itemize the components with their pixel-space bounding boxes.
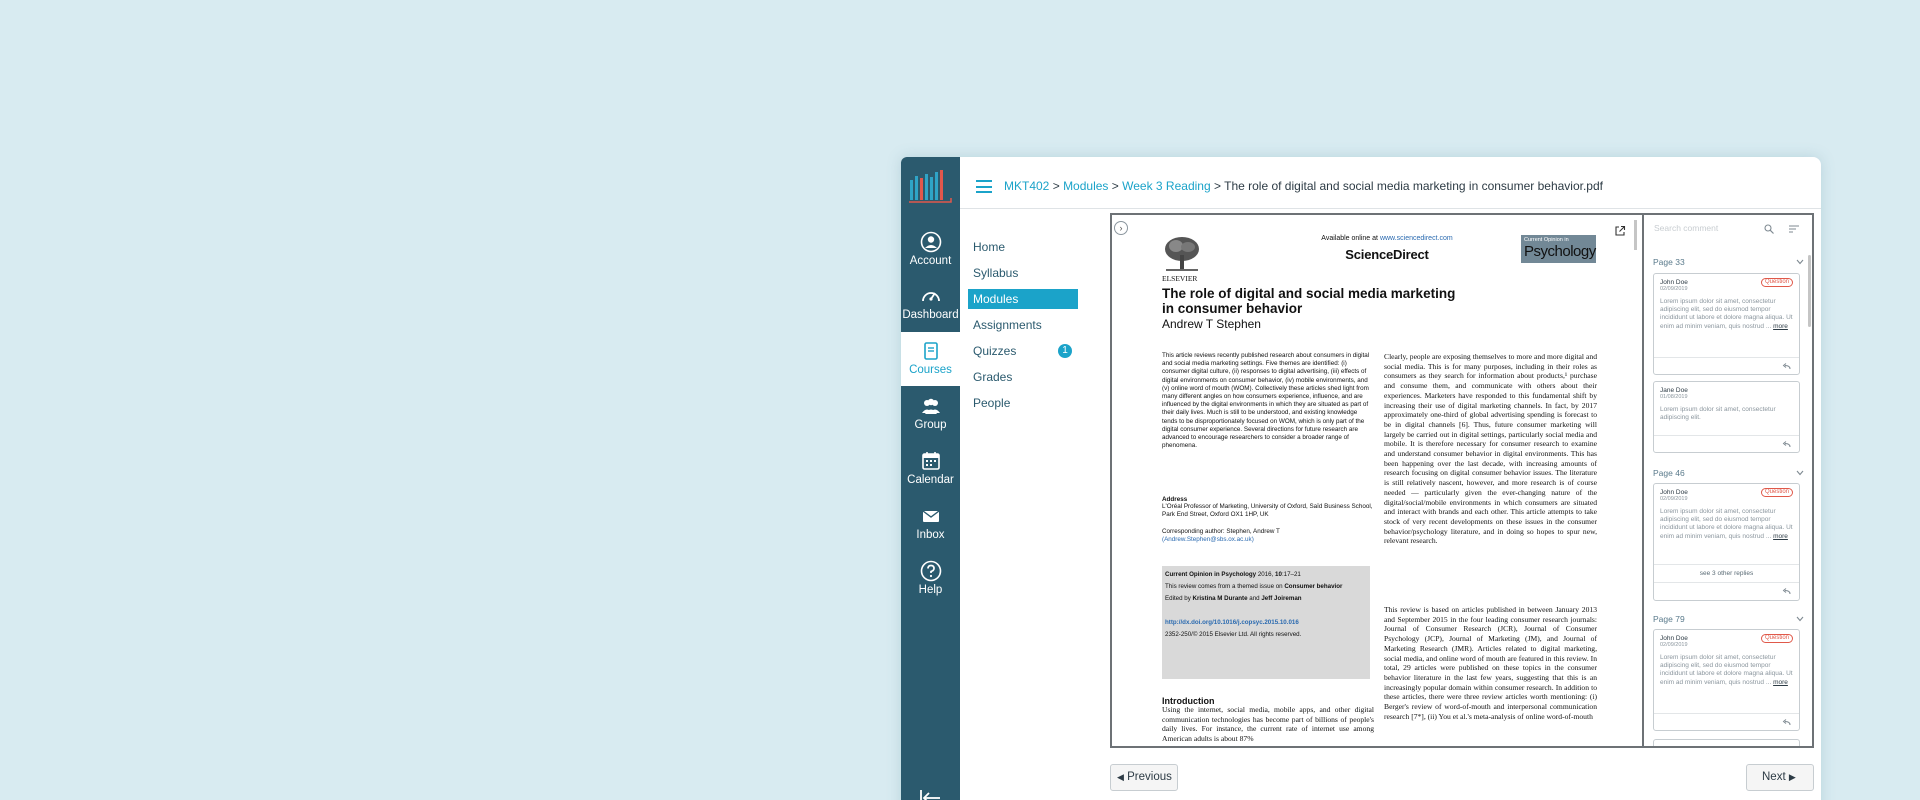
dashboard-icon <box>920 285 942 307</box>
comments-scrollbar[interactable] <box>1808 255 1811 327</box>
nav-account[interactable] <box>901 223 960 277</box>
help-icon <box>920 560 942 582</box>
article-abstract: This article reviews recently published research about consumers in digital and social media marketing settings. Five themes are identified: (i) consumer digital culture, (ii) responses to digital advertising, (iii) effects of digital environments on consumer behavior, (iv) mobile environments, and (v) online word of mouth (WOM). Collectively these articles shed light from many different angles on how consumers experience, influence, and are influenced by the digital environments in which they are situated as part of their daily lives. Much is still to be understood, and existing knowledge tends to be disproportionately focused on WOM, which is only part of the digital consumer experience. Several directions for future research are advanced to encourage researchers to consider a broader range of phenomena. <box>1162 352 1370 450</box>
logo-icon <box>907 166 953 204</box>
question-tag: Question <box>1761 278 1793 287</box>
reply-icon[interactable] <box>1782 588 1791 595</box>
comment-body <box>1660 508 1793 541</box>
comment-body: Lorem ipsum dolor sit amet, consectetur adipiscing elit. <box>1660 406 1776 422</box>
chevron-down-icon[interactable] <box>1796 616 1804 622</box>
info-editor-2: Jeff Joireman <box>1261 595 1302 602</box>
journal-cover-big: Psychology <box>1524 243 1596 260</box>
info-and: and <box>1247 595 1262 602</box>
breadcrumb-separator: > <box>1052 179 1060 193</box>
info-citation <box>1165 569 1367 581</box>
comment-divider <box>1654 435 1799 436</box>
comment-body <box>1660 298 1793 331</box>
nav-courses[interactable] <box>901 332 960 386</box>
breadcrumb-modules[interactable]: Modules <box>1063 179 1109 193</box>
sciencedirect-title: ScienceDirect <box>1345 247 1429 262</box>
comment-group-page[interactable]: Page 46 <box>1653 468 1685 478</box>
chevron-down-icon[interactable] <box>1796 259 1804 265</box>
global-nav <box>901 157 960 800</box>
address-text: L'Oréal Professor of Marketing, University of Oxford, Saïd Business School, Park End Street, Oxford OX1 1HP, UK <box>1162 503 1373 518</box>
calendar-icon <box>920 450 942 472</box>
hamburger-menu-icon[interactable] <box>976 180 992 193</box>
body-paragraph-1: Clearly, people are exposing themselves to more and more digital and social media. This is for many purposes, including in their roles as consumers as they search for information about products,¹ purchase and consume them, and communicate with others about their experiences. Marketers have responded to this fundamental shift by increasing their use of digital marketing channels. In fact, by 2017 approximately one-third of global advertising spending is forecast to be in digital channels [6]. Thus, future consumer marketing will largely be carried out in digital settings, particularly social media and mobile. It is therefore necessary for consumer research to examine and understand consumer behavior in digital environments. This has been happening over the last decade, with increasing amounts of research focusing on digital consumer behavior issues. The literature is still relatively nascent, however, and more research is of course needed — particularly given the ever-changing nature of the digital/social/mobile environments in which consumers are situated and interact with brands and each other. This article attempts to take stock of very recent developments on these issues in the consumer behavior/psychology literature, and in doing so hopes to spur new, relevant research. <box>1384 352 1597 546</box>
nav-courses-label: Courses <box>909 364 952 376</box>
body-paragraph-2: This review is based on articles published in between January 2013 and September 2015 in the four leading consumer research journals: Journal of Consumer Research (JCR), Journal of Consumer Psychology (JCP), Journal of Marketing (JM), and Journal of Marketing Research (JMR). Articles related to digital marketing, social media, and online word of mouth are featured in this review. In total, 29 articles were published on these topics in the consumer behavior literature in the last few years, suggesting that this is an increasingly popular domain within consumer research. In addition to these articles, there were three review articles worth mentioning: (i) Berger's review of word-of-mouth and interpersonal communication research [7*], (ii) You et al.'s meta-analysis of online word-of-mouth <box>1384 605 1597 721</box>
breadcrumb-separator: > <box>1111 179 1119 193</box>
nav-group[interactable] <box>901 387 960 441</box>
comment-group-page[interactable]: Page 79 <box>1653 614 1685 624</box>
header <box>960 157 1821 209</box>
more-link[interactable]: more <box>1773 678 1788 686</box>
info-issue-topic: Consumer behavior <box>1284 583 1343 590</box>
sciencedirect-link[interactable]: www.sciencedirect.com <box>1379 235 1453 242</box>
info-editor-1: Kristina M Durante <box>1192 595 1248 602</box>
comment-author: John Doe <box>1660 279 1688 286</box>
more-link[interactable]: more <box>1773 322 1788 330</box>
external-link-icon[interactable] <box>1614 225 1626 237</box>
document-scrollbar[interactable] <box>1634 220 1637 250</box>
group-icon <box>920 395 942 417</box>
intro-text: Using the internet, social media, mobile apps, and other digital communication technologies has become part of billions of people's daily lives. For instance, the current rate of internet use among American adults is about 87% <box>1162 705 1374 744</box>
comment-divider <box>1654 564 1799 565</box>
chevron-down-icon[interactable] <box>1796 470 1804 476</box>
journal-cover-small: Current Opinion in <box>1524 237 1569 243</box>
pdf-page[interactable] <box>1112 215 1644 746</box>
article-author: Andrew T Stephen <box>1162 317 1261 331</box>
corresponding-author-name: Corresponding author: Stephen, Andrew T <box>1162 528 1280 535</box>
comment-body <box>1660 654 1793 687</box>
reply-icon[interactable] <box>1782 441 1791 448</box>
available-online-prefix: Available online at <box>1321 235 1380 242</box>
comment-author: John Doe <box>1660 635 1688 642</box>
course-nav-quizzes-label: Quizzes <box>973 344 1017 358</box>
info-issue <box>1165 581 1367 593</box>
info-edited-prefix: Edited by <box>1165 595 1193 602</box>
caret-right-icon: ▶ <box>1788 772 1796 782</box>
info-copyright: 2352-250/© 2015 Elsevier Ltd. All rights reserved. <box>1165 631 1302 638</box>
breadcrumb <box>1004 179 1603 193</box>
article-title-line1: The role of digital and social media marketing <box>1162 286 1456 301</box>
comment-date: 02/09/2019 <box>1660 286 1688 292</box>
nav-account-label: Account <box>909 255 952 267</box>
collapse-nav-icon[interactable] <box>919 789 941 800</box>
nav-dashboard[interactable] <box>901 277 960 331</box>
breadcrumb-current: The role of digital and social media marketing in consumer behavior.pdf <box>1224 179 1603 193</box>
course-nav-grades[interactable]: Grades <box>973 370 1013 384</box>
reply-icon[interactable] <box>1782 719 1791 726</box>
comment-card[interactable] <box>1653 629 1800 731</box>
article-title-line2: in consumer behavior <box>1162 301 1303 316</box>
comment-card[interactable] <box>1653 381 1800 453</box>
comment-text: Lorem ipsum dolor sit amet, consectetur adipiscing elit, sed do eiusmod tempor incididunt ut labore et dolore magna aliqua. Ut enim ad minim veniam, quis nostrud ... <box>1660 298 1793 330</box>
previous-button[interactable] <box>1110 764 1178 791</box>
comment-divider <box>1654 713 1799 714</box>
previous-label: Previous <box>1127 771 1172 783</box>
reply-icon[interactable] <box>1782 363 1791 370</box>
comment-card[interactable] <box>1653 483 1800 601</box>
nav-calendar[interactable] <box>901 442 960 496</box>
comment-text: Lorem ipsum dolor sit amet, consectetur adipiscing elit, sed do eiusmod tempor incididunt ut labore et dolore magna aliqua. Ut enim ad minim veniam, quis nostrud ... <box>1660 654 1793 686</box>
more-link[interactable]: more <box>1773 532 1788 540</box>
quizzes-badge: 1 <box>1058 344 1072 358</box>
search-icon[interactable] <box>1764 224 1774 234</box>
elsevier-tree-logo <box>1162 235 1202 273</box>
sort-icon[interactable] <box>1789 225 1799 233</box>
course-nav-people[interactable]: People <box>973 396 1011 410</box>
comment-text: Lorem ipsum dolor sit amet, consectetur adipiscing elit, sed do eiusmod tempor incididunt ut labore et dolore magna aliqua. Ut enim ad minim veniam, quis nostrud ... <box>1660 508 1793 540</box>
journal-cover <box>1521 235 1596 263</box>
corresponding-author-email[interactable]: (Andrew.Stephen@sbs.ox.ac.uk) <box>1162 536 1254 543</box>
available-online <box>1272 235 1502 242</box>
see-replies-link[interactable]: see 3 other replies <box>1699 570 1754 577</box>
breadcrumb-course[interactable]: MKT402 <box>1004 179 1050 193</box>
account-icon <box>920 231 942 253</box>
comment-divider <box>1654 582 1799 583</box>
app-window <box>901 157 1821 800</box>
inbox-icon <box>920 505 942 527</box>
toggle-sidebar-icon[interactable]: › <box>1114 221 1128 235</box>
comments-pane <box>1642 215 1814 746</box>
publisher-name: ELSEVIER <box>1162 274 1198 283</box>
nav-calendar-label: Calendar <box>907 474 954 486</box>
corresponding-author <box>1162 528 1374 544</box>
breadcrumb-week[interactable]: Week 3 Reading <box>1122 179 1211 193</box>
comment-group-page[interactable]: Page 33 <box>1653 257 1685 267</box>
comment-author: John Doe <box>1660 489 1688 496</box>
breadcrumb-separator: > <box>1213 179 1221 193</box>
comment-card[interactable] <box>1653 273 1800 375</box>
nav-inbox-label: Inbox <box>916 529 945 541</box>
article-title <box>1162 286 1482 316</box>
doi-link[interactable]: http://dx.doi.org/10.1016/j.copsyc.2015.10.016 <box>1165 619 1299 626</box>
next-button[interactable] <box>1746 764 1814 791</box>
nav-help[interactable] <box>901 552 960 606</box>
course-nav-quizzes[interactable] <box>968 341 1078 361</box>
info-editors <box>1165 593 1367 605</box>
nav-group-label: Group <box>914 419 947 431</box>
comment-date: 01/08/2019 <box>1660 394 1688 400</box>
article-info-box <box>1162 566 1370 679</box>
nav-inbox[interactable] <box>901 497 960 551</box>
comment-author: Jane Doe <box>1660 387 1688 394</box>
question-tag: Question <box>1761 488 1793 497</box>
address-label: Address <box>1162 496 1188 503</box>
document-viewer <box>1110 213 1814 748</box>
info-issue-prefix: This review comes from a themed issue on <box>1165 583 1285 590</box>
info-pages: :17–21 <box>1281 571 1301 578</box>
comment-date: 02/09/2019 <box>1660 496 1688 502</box>
course-nav-home[interactable]: Home <box>973 240 1006 254</box>
course-nav <box>968 237 1078 419</box>
info-journal: Current Opinion in Psychology <box>1165 571 1257 578</box>
caret-left-icon: ◀ <box>1117 772 1124 782</box>
comment-search-input[interactable]: Search comment <box>1654 223 1719 233</box>
info-year: 2016, <box>1256 571 1276 578</box>
comment-card[interactable] <box>1653 739 1800 746</box>
courses-icon <box>920 340 942 362</box>
course-nav-syllabus[interactable]: Syllabus <box>973 266 1019 280</box>
next-label: Next <box>1762 771 1786 783</box>
nav-help-label: Help <box>918 584 943 596</box>
course-nav-assignments[interactable]: Assignments <box>973 318 1042 332</box>
info-volume: 10 <box>1275 571 1282 578</box>
nav-dashboard-label: Dashboard <box>902 309 959 321</box>
course-nav-modules[interactable]: Modules <box>968 289 1078 309</box>
question-tag: Question <box>1761 634 1793 643</box>
intro-heading: Introduction <box>1162 696 1215 706</box>
comment-divider <box>1654 357 1799 358</box>
comment-date: 02/09/2019 <box>1660 642 1688 648</box>
